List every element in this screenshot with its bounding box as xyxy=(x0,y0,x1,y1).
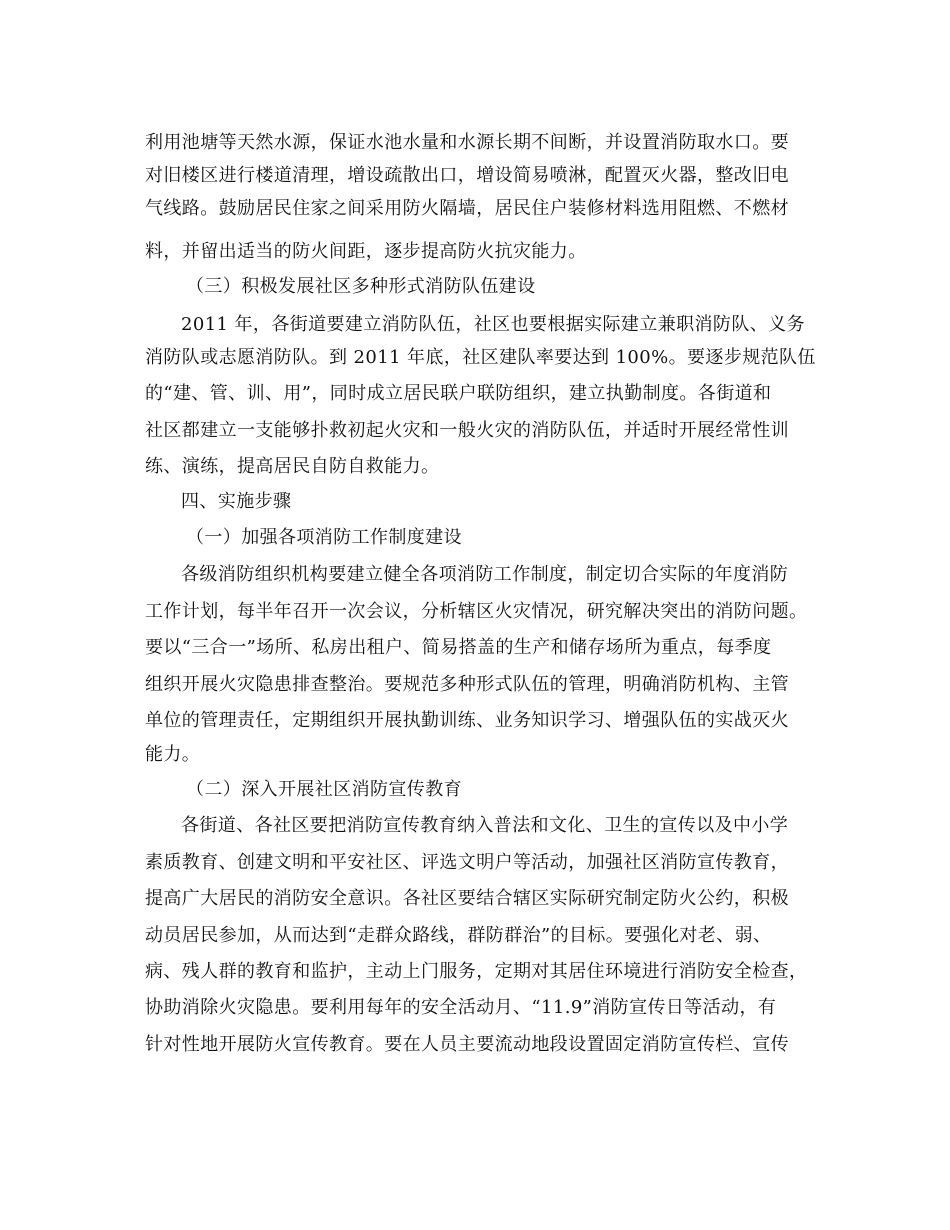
body-text-line: 利用池塘等天然水源，保证水池水量和水源长期不间断，并设置消防取水口。要 xyxy=(145,132,789,153)
body-text-line: 能力。 xyxy=(145,744,201,765)
subsection-heading: （三）积极发展社区多种形式消防队伍建设 xyxy=(186,276,536,297)
paragraph-first-line: 2011 年，各街道要建立消防队伍，社区也要根据实际建立兼职消防队、义务 xyxy=(181,314,805,335)
body-text-line: 练、演练，提高居民自防自救能力。 xyxy=(145,456,440,477)
body-text-line: 的“建、管、训、用”，同时成立居民联户联防组织，建立执勤制度。各街道和 xyxy=(145,383,772,404)
body-text-line: 素质教育、创建文明和平安社区、评选文明户等活动，加强社区消防宣传教育， xyxy=(145,852,789,873)
paragraph-first-line: 各级消防组织机构要建立健全各项消防工作制度，制定切合实际的年度消防 xyxy=(181,564,789,585)
body-text-line: 对旧楼区进行楼道清理，增设疏散出口，增设简易喷淋，配置灭火器，整改旧电 xyxy=(145,165,789,186)
section-heading: 四、实施步骤 xyxy=(181,491,292,512)
subsection-heading: （二）深入开展社区消防宣传教育 xyxy=(186,779,462,800)
body-text-line: 针对性地开展防火宣传教育。要在人员主要流动地段设置固定消防宣传栏、宣传 xyxy=(145,1034,789,1055)
body-text-line: 组织开展火灾隐患排查整治。要规范多种形式队伍的管理，明确消防机构、主管 xyxy=(145,674,789,695)
paragraph-first-line: 各街道、各社区要把消防宣传教育纳入普法和文化、卫生的宣传以及中小学 xyxy=(181,815,789,836)
body-text-line: 要以“三合一”场所、私房出租户、简易搭盖的生产和储存场所为重点，每季度 xyxy=(145,637,772,658)
body-text-line: 协助消除火灾隐患。要利用每年的安全活动月、“11.9”消防宣传日等活动，有 xyxy=(145,997,777,1018)
subsection-heading: （一）加强各项消防工作制度建设 xyxy=(186,527,462,548)
body-text-line: 料，并留出适当的防火间距，逐步提高防火抗灾能力。 xyxy=(145,241,587,262)
body-text-line: 提高广大居民的消防安全意识。各社区要结合辖区实际研究制定防火公约，积极 xyxy=(145,888,789,909)
body-text-line: 动员居民参加，从而达到“走群众路线，群防群治”的目标。要强化对老、弱、 xyxy=(145,925,772,946)
body-text-line: 工作计划，每半年召开一次会议，分析辖区火灾情况，研究解决突出的消防问题。 xyxy=(145,601,808,622)
body-text-line: 社区都建立一支能够扑救初起火灾和一般火灾的消防队伍，并适时开展经常性训 xyxy=(145,420,789,441)
body-text-line: 病、残人群的教育和监护，主动上门服务，定期对其居住环境进行消防安全检查， xyxy=(145,961,808,982)
body-text-line: 消防队或志愿消防队。到 2011 年底，社区建队率要达到 100%。要逐步规范队伍 xyxy=(145,347,816,368)
body-text-line: 气线路。鼓励居民住家之间采用防火隔墙，居民住户装修材料选用阻燃、不燃材 xyxy=(145,198,789,219)
body-text-line: 单位的管理责任，定期组织开展执勤训练、业务知识学习、增强队伍的实战灭火 xyxy=(145,710,789,731)
